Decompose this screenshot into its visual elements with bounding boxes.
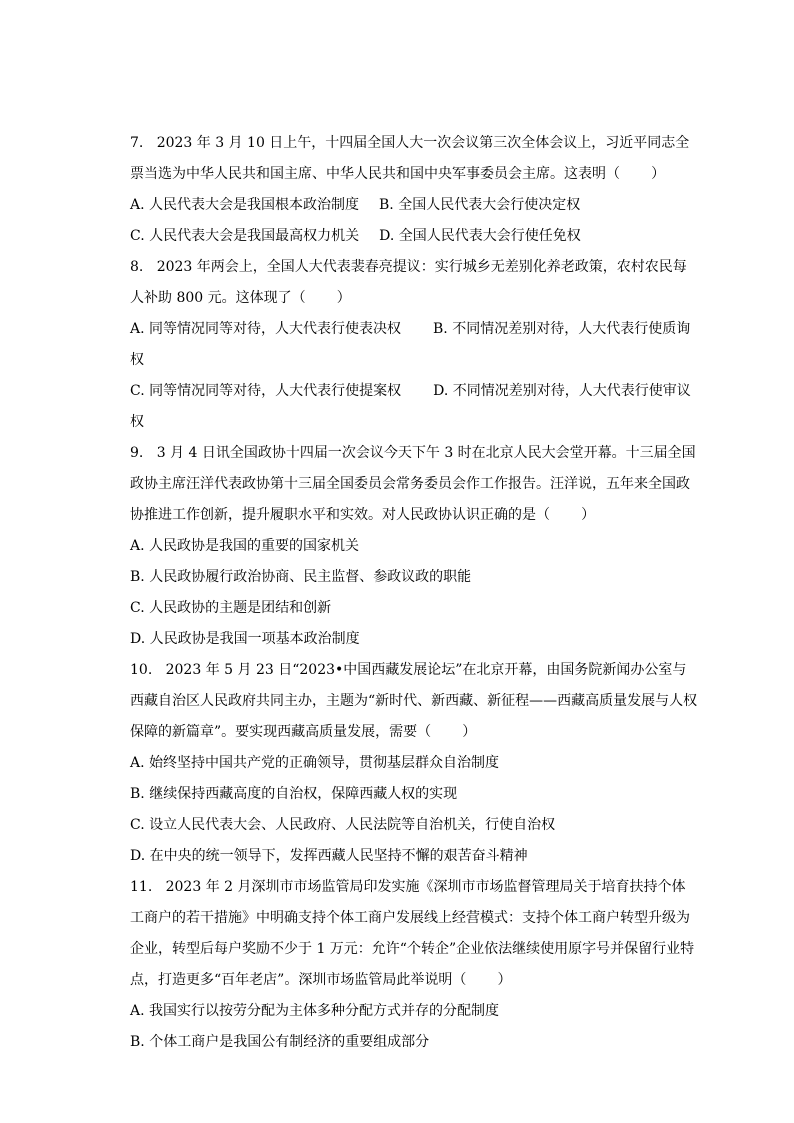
question-10 [130,655,698,872]
option-row-ab [130,314,698,376]
option-row [130,190,698,221]
option-c[interactable]: C. 人民政协的主题是团结和创新 [130,600,332,616]
option-c[interactable]: C. 设立人民代表大会、人民政府、人民法院等自治机关，行使自治权 [130,817,556,833]
option-d[interactable]: D. 在中央的统一领导下，发挥西藏人民坚持不懈的艰苦奋斗精神 [130,848,528,864]
option-row-cd [130,376,698,438]
question-8 [130,252,698,438]
question-stem: 10. 2023 年 5 月 23 日“2023•中国西藏发展论坛”在北京开幕，由国务院新闻办公室与西藏自治区人民政府共同主办，主题为“新时代、新西藏、新征程——西藏高质量发展与人权保障的新篇章”。要实现西藏高质量发展，需要（ ） [130,662,698,740]
option-d[interactable]: D. 人民政协是我国一项基本政治制度 [130,631,360,647]
option-d[interactable]: D. 不同情况差别对待，人大代表行使审议权 [130,383,691,430]
question-stem: 11. 2023 年 2 月深圳市市场监管局印发实施《深圳市市场监督管理局关于培育扶持个体工商户的若干措施》中明确支持个体工商户发展线上经营模式：支持个体工商户转型升级为企业，转型后每户奖励不少于 1 万元：允许“个转企”企业依法继续使用原字号并保留行业特点，打造更多“百年老店”。深圳市场监管局此举说明（ ） [130,879,695,988]
option-b[interactable]: B. 人民政协履行政治协商、民主监督、参政议政的职能 [130,569,472,585]
question-stem: 9. 3 月 4 日讯全国政协十四届一次会议今天下午 3 时在北京人民大会堂开幕。十三届全国政协主席汪洋代表政协第十三届全国委员会常务委员会作工作报告。汪洋说，五年来全国政协推进工作创新，提升履职水平和实效。对人民政协认识正确的是（ ） [130,445,696,523]
option-c[interactable]: C. 同等情况同等对待，人大代表行使提案权 [130,383,402,399]
option-a[interactable]: A. 始终坚持中国共产党的正确领导，贯彻基层群众自治制度 [130,755,500,771]
question-9 [130,438,698,655]
option-b[interactable]: B. 不同情况差别对待，人大代表行使质询权 [130,321,691,368]
question-stem: 8. 2023 年两会上，全国人大代表裴春亮提议：实行城乡无差别化养老政策，农村农民每人补助 800 元。这体现了（ ） [130,259,687,306]
option-a[interactable]: A. 我国实行以按劳分配为主体多种分配方式并存的分配制度 [130,1003,500,1019]
option-a[interactable]: A. 人民代表大会是我国根本政治制度 [130,197,360,213]
question-11 [130,872,698,1058]
question-stem: 7. 2023 年 3 月 10 日上午，十四届全国人大一次会议第三次全体会议上，习近平同志全票当选为中华人民共和国主席、中华人民共和国中央军事委员会主席。这表明（ ） [130,135,690,182]
option-d[interactable]: D. 全国人民代表大会行使任免权 [379,228,581,244]
option-a[interactable]: A. 人民政协是我国的重要的国家机关 [130,538,360,554]
option-b[interactable]: B. 全国人民代表大会行使决定权 [379,197,581,213]
option-row [130,221,698,252]
option-c[interactable]: C. 人民代表大会是我国最高权力机关 [130,228,360,244]
option-b[interactable]: B. 个体工商户是我国公有制经济的重要组成部分 [130,1034,430,1050]
option-a[interactable]: A. 同等情况同等对待，人大代表行使表决权 [130,321,402,337]
question-7 [130,128,698,252]
option-b[interactable]: B. 继续保持西藏高度的自治权，保障西藏人权的实现 [130,786,458,802]
